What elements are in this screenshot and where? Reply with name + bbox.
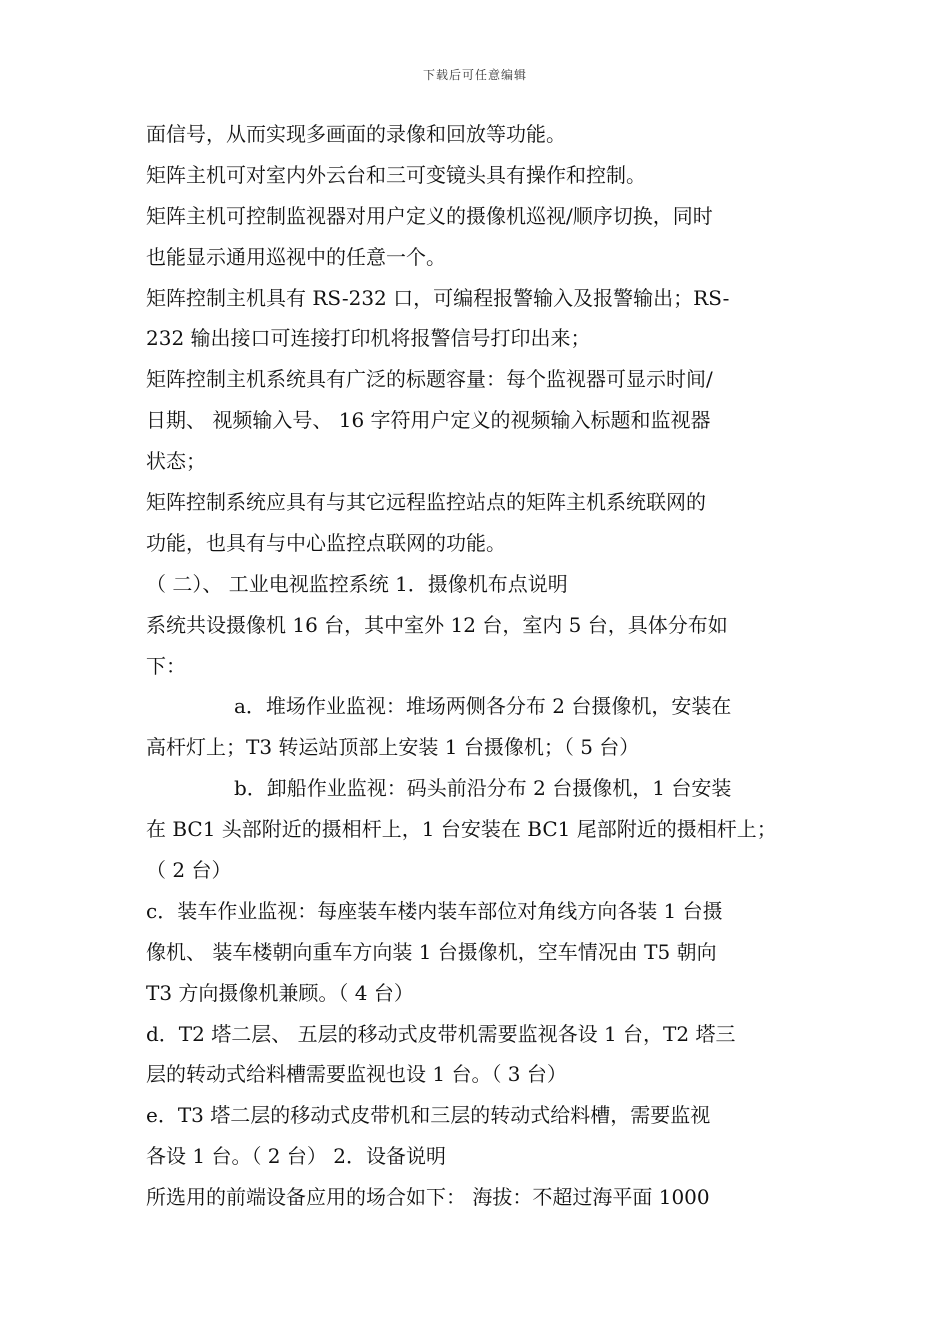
page-header: 下载后可任意编辑 bbox=[422, 68, 527, 82]
text-line: 矩阵控制主机具有 RS-232 口，可编程报警输入及报警输出；RS- bbox=[146, 285, 730, 310]
document-body bbox=[146, 114, 814, 1218]
text-line: 矩阵主机可控制监视器对用户定义的摄像机巡视/顺序切换，同时 bbox=[146, 203, 713, 228]
text-line: 日期、 视频输入号、 16 字符用户定义的视频输入标题和监视器 bbox=[146, 408, 711, 433]
text-line: （ 2 台） bbox=[146, 858, 232, 883]
text-line: 在 BC1 头部附近的摄相杆上，1 台安装在 BC1 尾部附近的摄相杆上； bbox=[146, 817, 777, 842]
text-line: 各设 1 台。（ 2 台） 2．设备说明 bbox=[146, 1144, 446, 1169]
text-line: 系统共设摄像机 16 台，其中室外 12 台，室内 5 台，具体分布如 bbox=[146, 612, 728, 637]
text-line: 矩阵主机可对室内外云台和三可变镜头具有操作和控制。 bbox=[146, 162, 646, 187]
text-line: 层的转动式给料槽需要监视也设 1 台。（ 3 台） bbox=[146, 1062, 567, 1087]
text-line: 功能，也具有与中心监控点联网的功能。 bbox=[146, 530, 506, 555]
text-line: 面信号，从而实现多画面的录像和回放等功能。 bbox=[146, 122, 566, 146]
text-line: 232 输出接口可连接打印机将报警信号打印出来； bbox=[146, 326, 591, 351]
text-line: 也能显示通用巡视中的任意一个。 bbox=[146, 244, 446, 269]
text-line: 高杆灯上；T3 转运站顶部上安装 1 台摄像机；（ 5 台） bbox=[146, 735, 640, 760]
text-line: a．堆场作业监视：堆场两侧各分布 2 台摄像机，安装在 bbox=[234, 694, 732, 719]
text-line: T3 方向摄像机兼顾。（ 4 台） bbox=[146, 980, 414, 1005]
text-line: 矩阵控制系统应具有与其它远程监控站点的矩阵主机系统联网的 bbox=[146, 490, 706, 515]
text-line: （ 二）、 工业电视监控系统 1．摄像机布点说明 bbox=[146, 571, 568, 596]
text-line: b．卸船作业监视：码头前沿分布 2 台摄像机，1 台安装 bbox=[234, 776, 732, 801]
text-line: 状态； bbox=[146, 449, 206, 474]
text-line: c．装车作业监视：每座装车楼内装车部位对角线方向各装 1 台摄 bbox=[146, 898, 723, 923]
text-line: e．T3 塔二层的移动式皮带机和三层的转动式给料槽，需要监视 bbox=[146, 1103, 711, 1128]
text-line: d．T2 塔二层、 五层的移动式皮带机需要监视各设 1 台，T2 塔三 bbox=[146, 1021, 736, 1046]
text-line: 所选用的前端设备应用的场合如下： 海拔：不超过海平面 1000 bbox=[146, 1185, 710, 1210]
text-line: 像机、 装车楼朝向重车方向装 1 台摄像机，空车情况由 T5 朝向 bbox=[146, 939, 717, 964]
text-line: 下： bbox=[146, 653, 186, 678]
text-line: 矩阵控制主机系统具有广泛的标题容量：每个监视器可显示时间/ bbox=[146, 367, 713, 392]
